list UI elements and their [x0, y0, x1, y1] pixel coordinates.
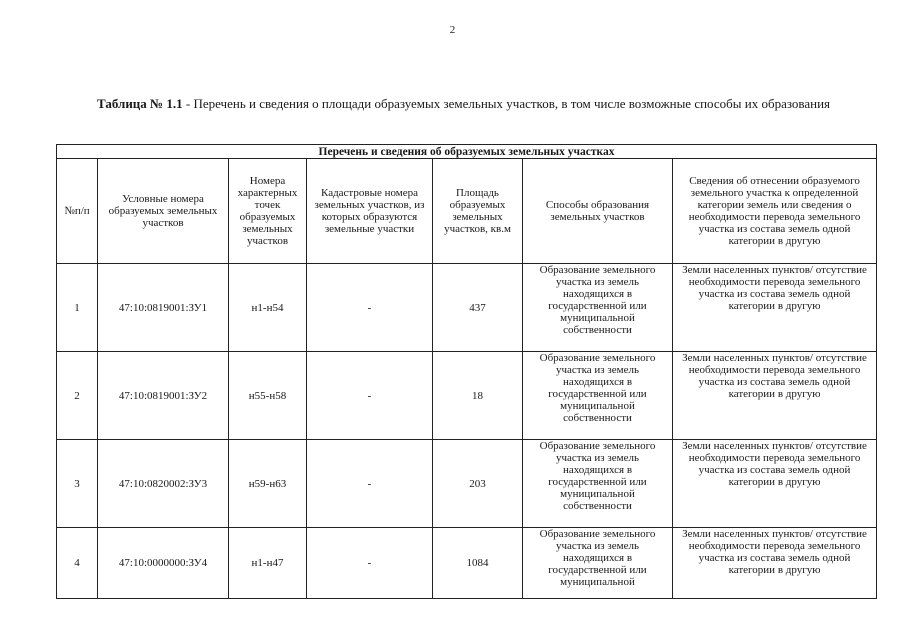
row-area: 437: [433, 264, 523, 352]
row-number: 2: [57, 352, 98, 440]
page-number: 2: [449, 24, 456, 36]
column-header-number: №п/п: [57, 159, 98, 264]
column-header-conditional-number: Условные номера образуемых земельных участков: [98, 159, 229, 264]
column-header-method: Способы образования земельных участков: [523, 159, 673, 264]
column-header-area: Площадь образуемых земельных участков, кв.м: [433, 159, 523, 264]
row-area: 1084: [433, 528, 523, 599]
row-conditional-number: 47:10:0819001:ЗУ1: [98, 264, 229, 352]
table-row: [57, 352, 877, 440]
table-caption-text: - Перечень и сведения о площади образуемых земельных участков, в том числе возможные способы их образования: [182, 96, 831, 111]
row-category: Земли населенных пунктов/ отсутствие необходимости перевода земельного участка из состава земель одной категории в другую: [673, 264, 877, 352]
row-points: н1-н54: [229, 264, 307, 352]
row-method: Образование земельного участка из земель находящихся в государственной или муниципальной: [523, 528, 673, 599]
row-number: 1: [57, 264, 98, 352]
table-row: [57, 264, 877, 352]
row-cadastral: -: [307, 264, 433, 352]
land-plots-table: [56, 144, 877, 599]
row-number: 3: [57, 440, 98, 528]
table-caption: [57, 96, 847, 111]
row-points: н1-н47: [229, 528, 307, 599]
row-conditional-number: 47:10:0000000:ЗУ4: [98, 528, 229, 599]
row-cadastral: -: [307, 528, 433, 599]
row-number: 4: [57, 528, 98, 599]
column-header-points: Номера характерных точек образуемых земельных участков: [229, 159, 307, 264]
row-category: Земли населенных пунктов/ отсутствие необходимости перевода земельного участка из состава земель одной категории в другую: [673, 440, 877, 528]
table-caption-label: Таблица № 1.1: [97, 96, 183, 111]
row-points: н59-н63: [229, 440, 307, 528]
row-area: 203: [433, 440, 523, 528]
row-category: Земли населенных пунктов/ отсутствие необходимости перевода земельного участка из состава земель одной категории в другую: [673, 352, 877, 440]
row-method: Образование земельного участка из земель находящихся в государственной или муниципальной собственности: [523, 440, 673, 528]
row-area: 18: [433, 352, 523, 440]
row-method: Образование земельного участка из земель находящихся в государственной или муниципальной собственности: [523, 264, 673, 352]
row-conditional-number: 47:10:0819001:ЗУ2: [98, 352, 229, 440]
table-row: [57, 528, 877, 599]
column-header-cadastral: Кадастровые номера земельных участков, из которых образуются земельные участки: [307, 159, 433, 264]
row-points: н55-н58: [229, 352, 307, 440]
row-conditional-number: 47:10:0820002:ЗУ3: [98, 440, 229, 528]
table-row: [57, 440, 877, 528]
row-method: Образование земельного участка из земель находящихся в государственной или муниципальной собственности: [523, 352, 673, 440]
table-title: Перечень и сведения об образуемых земельных участках: [57, 145, 877, 159]
column-header-category: Сведения об отнесении образуемого земельного участка к определенной категории земель или сведения о необходимости перевода земельного участка из состава земель одной категории в другую: [673, 159, 877, 264]
row-category: Земли населенных пунктов/ отсутствие необходимости перевода земельного участка из состава земель одной категории в другую: [673, 528, 877, 599]
row-cadastral: -: [307, 352, 433, 440]
row-cadastral: -: [307, 440, 433, 528]
